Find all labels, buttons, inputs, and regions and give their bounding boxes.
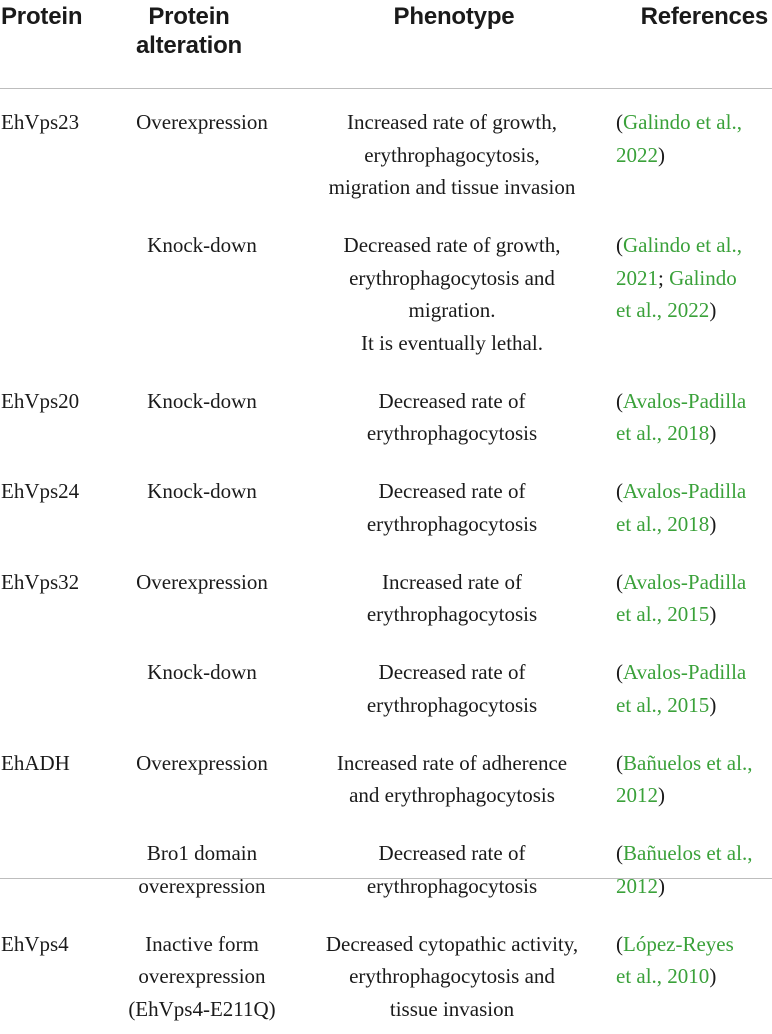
reference-punctuation: ( xyxy=(616,569,623,594)
reference-link[interactable]: Galindo et al., xyxy=(623,233,742,257)
cell-protein xyxy=(1,566,111,599)
alteration-line: Knock-down xyxy=(147,660,257,684)
header-protein-alteration: Protein alteration xyxy=(135,3,243,59)
reference-line xyxy=(616,689,772,722)
alteration-line: Overexpression xyxy=(136,750,268,775)
cell-protein xyxy=(1,475,111,508)
reference-punctuation: ( xyxy=(616,388,623,413)
reference-line xyxy=(616,928,772,961)
cell-phenotype xyxy=(300,566,604,631)
header-protein: Protein xyxy=(1,3,83,30)
phenotype-line: tissue invasion xyxy=(389,996,515,1021)
header-phenotype: Phenotype xyxy=(393,3,515,30)
reference-link[interactable]: Bañuelos et al., xyxy=(623,841,753,865)
alteration-line: Bro1 domain xyxy=(146,841,258,865)
cell-alteration xyxy=(108,566,296,599)
cell-phenotype xyxy=(300,385,604,450)
table-row xyxy=(0,730,772,821)
alteration-line: overexpression xyxy=(138,873,266,898)
reference-line xyxy=(616,385,772,418)
reference-line xyxy=(616,229,772,262)
phenotype-line: It is eventually lethal. xyxy=(361,330,543,355)
reference-link[interactable]: 2012 xyxy=(616,873,658,898)
alteration-line: Inactive form xyxy=(145,931,259,956)
phenotype-line: Decreased rate of xyxy=(378,660,526,684)
cell-alteration xyxy=(108,475,296,508)
protein-name: EhVps24 xyxy=(1,479,80,503)
reference-punctuation: ) xyxy=(709,602,717,626)
alteration-line: Knock-down xyxy=(147,388,257,413)
cell-references xyxy=(616,837,772,902)
reference-line xyxy=(616,262,772,295)
cell-alteration xyxy=(108,106,296,139)
cell-phenotype xyxy=(300,106,604,204)
phenotype-line: erythrophagocytosis xyxy=(366,602,538,626)
header-references: References xyxy=(640,3,768,30)
reference-line xyxy=(616,779,772,812)
phenotype-line: Decreased rate of xyxy=(378,841,526,865)
reference-link[interactable]: Bañuelos et al., xyxy=(623,750,753,775)
reference-line xyxy=(616,747,772,780)
phenotype-line: Decreased rate of xyxy=(378,388,526,413)
reference-link[interactable]: et al., 2010 xyxy=(616,964,710,988)
reference-link[interactable]: et al., 2022 xyxy=(616,298,710,322)
phenotype-line: Decreased rate of growth, xyxy=(343,233,561,257)
protein-name: EhVps23 xyxy=(1,110,80,134)
phenotype-line: erythrophagocytosis xyxy=(366,692,538,717)
phenotype-line: erythrophagocytosis, xyxy=(364,142,540,167)
protein-name: EhVps20 xyxy=(1,388,80,413)
cell-references xyxy=(616,475,772,540)
table-header xyxy=(0,0,772,89)
cell-references xyxy=(616,928,772,993)
phenotype-line: migration and tissue invasion xyxy=(328,175,576,199)
cell-alteration xyxy=(108,656,296,689)
cell-phenotype xyxy=(300,475,604,540)
cell-references xyxy=(616,385,772,450)
cell-phenotype xyxy=(300,928,604,1026)
cell-references xyxy=(616,747,772,812)
phenotype-line: erythrophagocytosis xyxy=(366,511,538,536)
phenotype-line: erythrophagocytosis xyxy=(366,421,538,445)
reference-line xyxy=(616,960,772,993)
protein-name: EhVps32 xyxy=(1,569,80,594)
reference-line xyxy=(616,139,772,172)
phenotype-line: Decreased cytopathic activity, xyxy=(325,931,579,956)
alteration-line: Knock-down xyxy=(147,479,257,503)
reference-line xyxy=(616,598,772,631)
alteration-line: Knock-down xyxy=(147,233,257,257)
reference-punctuation: ( xyxy=(616,479,623,503)
cell-phenotype xyxy=(300,656,604,721)
cell-phenotype xyxy=(300,837,604,902)
reference-link[interactable]: Avalos-Padilla xyxy=(623,660,747,684)
phenotype-line: and erythrophagocytosis xyxy=(349,783,555,807)
reference-line xyxy=(616,870,772,903)
alteration-line: overexpression xyxy=(138,964,266,988)
protein-name: EhVps4 xyxy=(1,931,69,956)
reference-punctuation: ( xyxy=(616,660,623,684)
table-row xyxy=(0,212,772,368)
cell-phenotype xyxy=(300,747,604,812)
cell-alteration xyxy=(108,385,296,418)
table-body xyxy=(0,89,772,1034)
reference-link[interactable]: López-Reyes xyxy=(623,931,734,956)
table-row xyxy=(0,911,772,1034)
reference-line xyxy=(616,566,772,599)
reference-punctuation: ( xyxy=(616,233,623,257)
cell-protein xyxy=(1,385,111,418)
phenotype-line: erythrophagocytosis and xyxy=(349,265,555,290)
reference-link[interactable]: Galindo et al., xyxy=(623,110,742,134)
reference-punctuation: ) xyxy=(658,873,665,898)
reference-link[interactable]: Avalos-Padilla xyxy=(623,569,747,594)
cell-protein xyxy=(1,106,111,139)
table-row xyxy=(0,89,772,212)
reference-link[interactable]: 2012 xyxy=(616,783,658,807)
table-row xyxy=(0,368,772,459)
reference-punctuation: ( xyxy=(616,841,623,865)
alteration-line: (EhVps4-E211Q) xyxy=(128,996,276,1021)
cell-references xyxy=(616,656,772,721)
reference-link[interactable]: et al., 2018 xyxy=(616,421,710,445)
phenotype-line: erythrophagocytosis xyxy=(366,873,538,898)
reference-link[interactable]: Avalos-Padilla xyxy=(623,479,747,503)
table-bottom-rule xyxy=(0,878,772,879)
phenotype-line: Decreased rate of xyxy=(378,479,526,503)
reference-line xyxy=(616,475,772,508)
reference-link[interactable]: et al., 2015 xyxy=(616,692,710,717)
reference-punctuation: ) xyxy=(658,142,665,167)
reference-link[interactable]: 2022 xyxy=(616,142,658,167)
reference-line xyxy=(616,508,772,541)
alteration-line: Overexpression xyxy=(136,110,268,134)
reference-punctuation: ( xyxy=(616,931,623,956)
reference-link[interactable]: et al., 2018 xyxy=(616,511,710,536)
phenotype-line: erythrophagocytosis and xyxy=(349,964,555,988)
phenotype-line: Increased rate of adherence xyxy=(336,750,568,775)
cell-alteration xyxy=(108,229,296,262)
cell-alteration xyxy=(108,928,296,1026)
phenotype-line: Increased rate of growth, xyxy=(347,110,557,134)
reference-line xyxy=(616,656,772,689)
reference-line xyxy=(616,837,772,870)
table-row xyxy=(0,820,772,911)
phenotype-line: migration. xyxy=(408,298,496,322)
reference-link[interactable]: Galindo xyxy=(669,265,737,290)
reference-punctuation: ) xyxy=(709,421,717,445)
reference-link[interactable]: 2021 xyxy=(616,265,658,290)
table-row xyxy=(0,549,772,640)
reference-line xyxy=(616,294,772,327)
cell-references xyxy=(616,106,772,171)
table-row xyxy=(0,458,772,549)
reference-punctuation: ) xyxy=(709,692,717,717)
reference-link[interactable]: Avalos-Padilla xyxy=(623,388,747,413)
cell-references xyxy=(616,229,772,327)
cell-protein xyxy=(1,747,111,780)
cell-alteration xyxy=(108,747,296,780)
cell-phenotype xyxy=(300,229,604,359)
table-row xyxy=(0,639,772,730)
reference-punctuation: ; xyxy=(658,265,670,290)
reference-punctuation: ( xyxy=(616,750,623,775)
reference-punctuation: ) xyxy=(658,783,665,807)
reference-punctuation: ) xyxy=(709,964,717,988)
alteration-line: Overexpression xyxy=(136,569,268,594)
cell-alteration xyxy=(108,837,296,902)
reference-punctuation: ( xyxy=(616,110,623,134)
reference-line xyxy=(616,106,772,139)
reference-line xyxy=(616,417,772,450)
reference-punctuation: ) xyxy=(709,298,717,322)
reference-punctuation: ) xyxy=(709,511,717,536)
phenotype-line: Increased rate of xyxy=(382,569,522,594)
cell-references xyxy=(616,566,772,631)
cell-protein xyxy=(1,928,111,961)
protein-name: EhADH xyxy=(1,750,70,775)
reference-link[interactable]: et al., 2015 xyxy=(616,602,710,626)
